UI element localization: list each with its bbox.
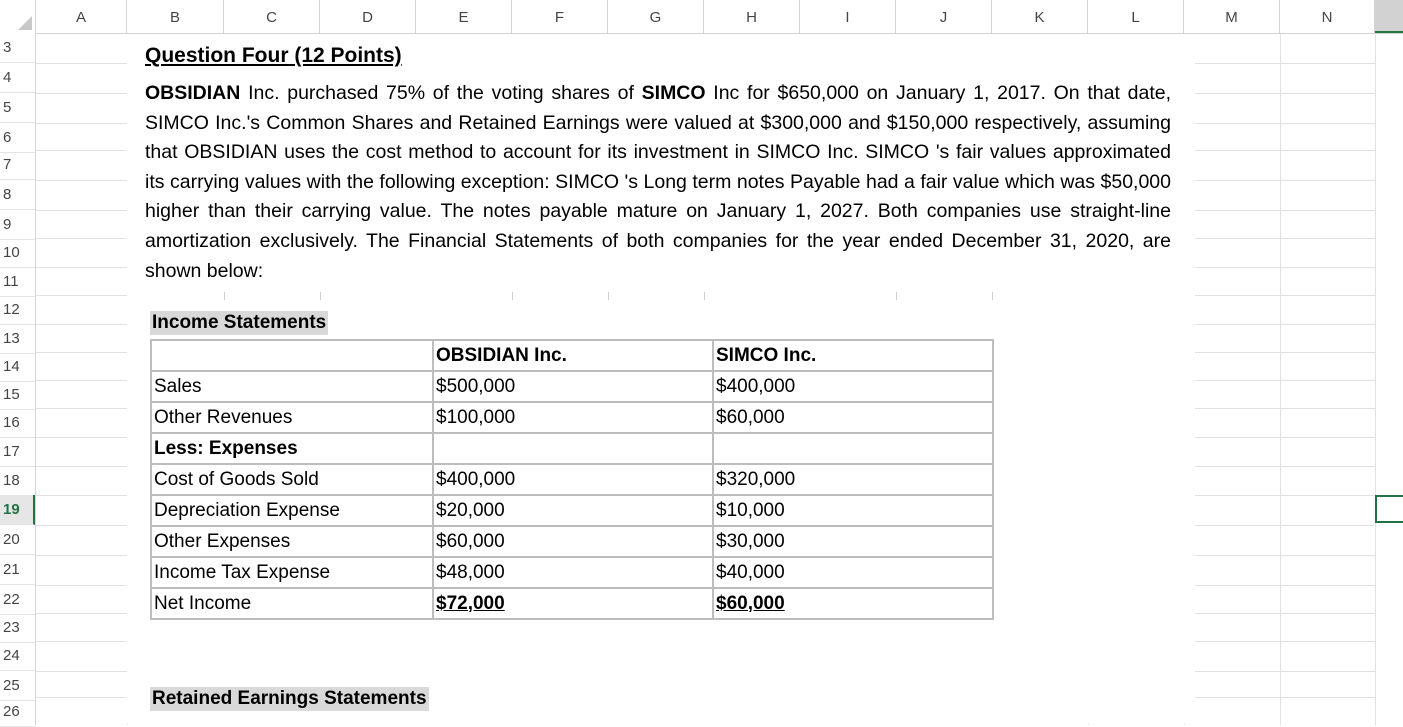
gridline xyxy=(36,238,127,239)
row-label: Sales xyxy=(151,371,433,402)
gridline xyxy=(36,437,127,438)
gridline xyxy=(1375,34,1376,725)
column-header-e[interactable]: E xyxy=(416,0,512,33)
select-all-corner[interactable] xyxy=(0,0,36,33)
cell-tick xyxy=(224,292,225,300)
simco-value: $320,000 xyxy=(713,464,993,495)
row-header-25[interactable]: 25 xyxy=(0,671,35,701)
gridline xyxy=(36,123,127,124)
paragraph-text-a: Inc. purchased 75% of the voting shares of xyxy=(240,82,642,104)
row-label: Cost of Goods Sold xyxy=(151,464,433,495)
table-header-row xyxy=(151,340,993,371)
column-header-m[interactable]: M xyxy=(1184,0,1280,33)
gridline xyxy=(36,63,127,64)
table-cell xyxy=(151,340,433,371)
gridline xyxy=(36,613,127,614)
table-row xyxy=(151,557,993,588)
simco-value: $60,000 xyxy=(713,402,993,433)
gridline xyxy=(36,210,127,211)
simco-value: $400,000 xyxy=(713,371,993,402)
obsidian-net-income: $72,000 xyxy=(433,588,713,619)
row-header-17[interactable]: 17 xyxy=(0,437,35,467)
row-header-14[interactable]: 14 xyxy=(0,352,35,382)
table-row xyxy=(151,402,993,433)
company-simco: SIMCO xyxy=(641,82,706,104)
obsidian-value: $60,000 xyxy=(433,526,713,557)
simco-value xyxy=(713,433,993,464)
row-header-13[interactable]: 13 xyxy=(0,324,35,354)
select-all-triangle-icon xyxy=(18,16,32,30)
gridline xyxy=(1195,180,1375,181)
cell-tick xyxy=(704,292,705,300)
row-header-20[interactable]: 20 xyxy=(0,525,35,555)
gridline xyxy=(36,352,127,353)
cell-tick xyxy=(512,292,513,300)
table-row xyxy=(151,371,993,402)
column-header-k[interactable]: K xyxy=(992,0,1088,33)
column-header-i[interactable]: I xyxy=(800,0,896,33)
gridline xyxy=(1195,150,1375,151)
row-header-4[interactable]: 4 xyxy=(0,63,35,93)
income-statement-table xyxy=(150,339,994,620)
row-header-23[interactable]: 23 xyxy=(0,613,35,643)
column-header-selected[interactable] xyxy=(1375,0,1403,33)
obsidian-value: $20,000 xyxy=(433,495,713,526)
column-header-bar xyxy=(0,0,1403,34)
row-header-10[interactable]: 10 xyxy=(0,238,35,268)
question-paragraph xyxy=(145,79,1171,286)
gridline xyxy=(1195,123,1375,124)
obsidian-value xyxy=(433,433,713,464)
gridline xyxy=(36,525,127,526)
selected-cell-n19[interactable] xyxy=(1375,495,1403,523)
income-statements-heading: Income Statements xyxy=(152,312,327,333)
column-header-f[interactable]: F xyxy=(512,0,608,33)
retained-earnings-heading: Retained Earnings Statements xyxy=(152,688,427,709)
table-row xyxy=(151,464,993,495)
row-header-22[interactable]: 22 xyxy=(0,585,35,615)
row-header-bar xyxy=(0,33,36,725)
row-label: Depreciation Expense xyxy=(151,495,433,526)
table-row xyxy=(151,526,993,557)
gridline xyxy=(1195,238,1375,239)
row-header-7[interactable]: 7 xyxy=(0,150,35,180)
gridline xyxy=(36,697,127,698)
gridline xyxy=(36,324,127,325)
row-header-6[interactable]: 6 xyxy=(0,123,35,153)
simco-net-income: $60,000 xyxy=(713,588,993,619)
col-header-simco: SIMCO Inc. xyxy=(713,340,993,371)
row-label: Net Income xyxy=(151,588,433,619)
gridline xyxy=(36,641,127,642)
column-header-d[interactable]: D xyxy=(320,0,416,33)
row-header-8[interactable]: 8 xyxy=(0,180,35,210)
row-header-19[interactable]: 19 xyxy=(0,495,35,525)
gridline xyxy=(36,495,127,496)
column-header-l[interactable]: L xyxy=(1088,0,1184,33)
row-header-26[interactable]: 26 xyxy=(0,697,35,727)
row-label: Income Tax Expense xyxy=(151,557,433,588)
column-header-h[interactable]: H xyxy=(704,0,800,33)
col-header-obsidian: OBSIDIAN Inc. xyxy=(433,340,713,371)
column-header-a[interactable]: A xyxy=(36,0,127,33)
cell-tick xyxy=(896,292,897,300)
row-header-9[interactable]: 9 xyxy=(0,210,35,240)
row-header-11[interactable]: 11 xyxy=(0,267,35,297)
gridline xyxy=(36,295,127,296)
gridline xyxy=(36,585,127,586)
paragraph-text-b: Inc for $650,000 on January 1, 2017. On that date, SIMCO Inc.'s Common Shares and Retained Earnings were valued at $300,000 and $150,000 respectively, assuming that OBSIDIAN uses the cost method to account for its investment in SIMCO Inc. SIMCO 's fair values approximated its carrying values with the following exception: SIMCO 's Long term notes Payable had a fair value which was $50,000 higher than their carrying value. The notes payable mature on January 1, 2027. Both companies use straight-line amortization exclusively. The Financial Statements of both companies for the year ended December 31, 2020, are shown below: xyxy=(145,82,1171,282)
row-header-5[interactable]: 5 xyxy=(0,93,35,123)
column-header-b[interactable]: B xyxy=(127,0,224,33)
gridline xyxy=(36,180,127,181)
row-header-21[interactable]: 21 xyxy=(0,555,35,585)
gridline xyxy=(36,671,127,672)
cell-tick xyxy=(992,292,993,300)
obsidian-value: $100,000 xyxy=(433,402,713,433)
simco-value: $40,000 xyxy=(713,557,993,588)
obsidian-value: $400,000 xyxy=(433,464,713,495)
row-header-16[interactable]: 16 xyxy=(0,408,35,438)
gridline xyxy=(36,555,127,556)
row-label: Other Revenues xyxy=(151,402,433,433)
gridline xyxy=(1195,63,1375,64)
obsidian-value: $48,000 xyxy=(433,557,713,588)
column-header-j[interactable]: J xyxy=(896,0,992,33)
simco-value: $10,000 xyxy=(713,495,993,526)
table-row xyxy=(151,495,993,526)
cell-tick xyxy=(320,292,321,300)
row-header-24[interactable]: 24 xyxy=(0,641,35,671)
table-row xyxy=(151,588,993,619)
gridline xyxy=(36,380,127,381)
obsidian-value: $500,000 xyxy=(433,371,713,402)
gridline xyxy=(1195,210,1375,211)
cell-tick xyxy=(608,292,609,300)
gridline xyxy=(36,150,127,151)
question-title: Question Four (12 Points) xyxy=(145,44,402,67)
row-header-3[interactable]: 3 xyxy=(0,33,35,63)
row-label: Less: Expenses xyxy=(151,433,433,464)
row-label: Other Expenses xyxy=(151,526,433,557)
row-header-12[interactable]: 12 xyxy=(0,295,35,325)
column-header-g[interactable]: G xyxy=(608,0,704,33)
gridline xyxy=(36,93,127,94)
company-obsidian: OBSIDIAN xyxy=(145,82,241,104)
row-header-15[interactable]: 15 xyxy=(0,380,35,410)
gridline xyxy=(36,466,127,467)
gridline xyxy=(1195,93,1375,94)
row-header-18[interactable]: 18 xyxy=(0,466,35,496)
column-header-n[interactable]: N xyxy=(1280,0,1375,33)
gridline xyxy=(36,267,127,268)
simco-value: $30,000 xyxy=(713,526,993,557)
column-header-c[interactable]: C xyxy=(224,0,320,33)
gridline xyxy=(36,408,127,409)
table-row xyxy=(151,433,993,464)
gridline xyxy=(1195,267,1375,268)
